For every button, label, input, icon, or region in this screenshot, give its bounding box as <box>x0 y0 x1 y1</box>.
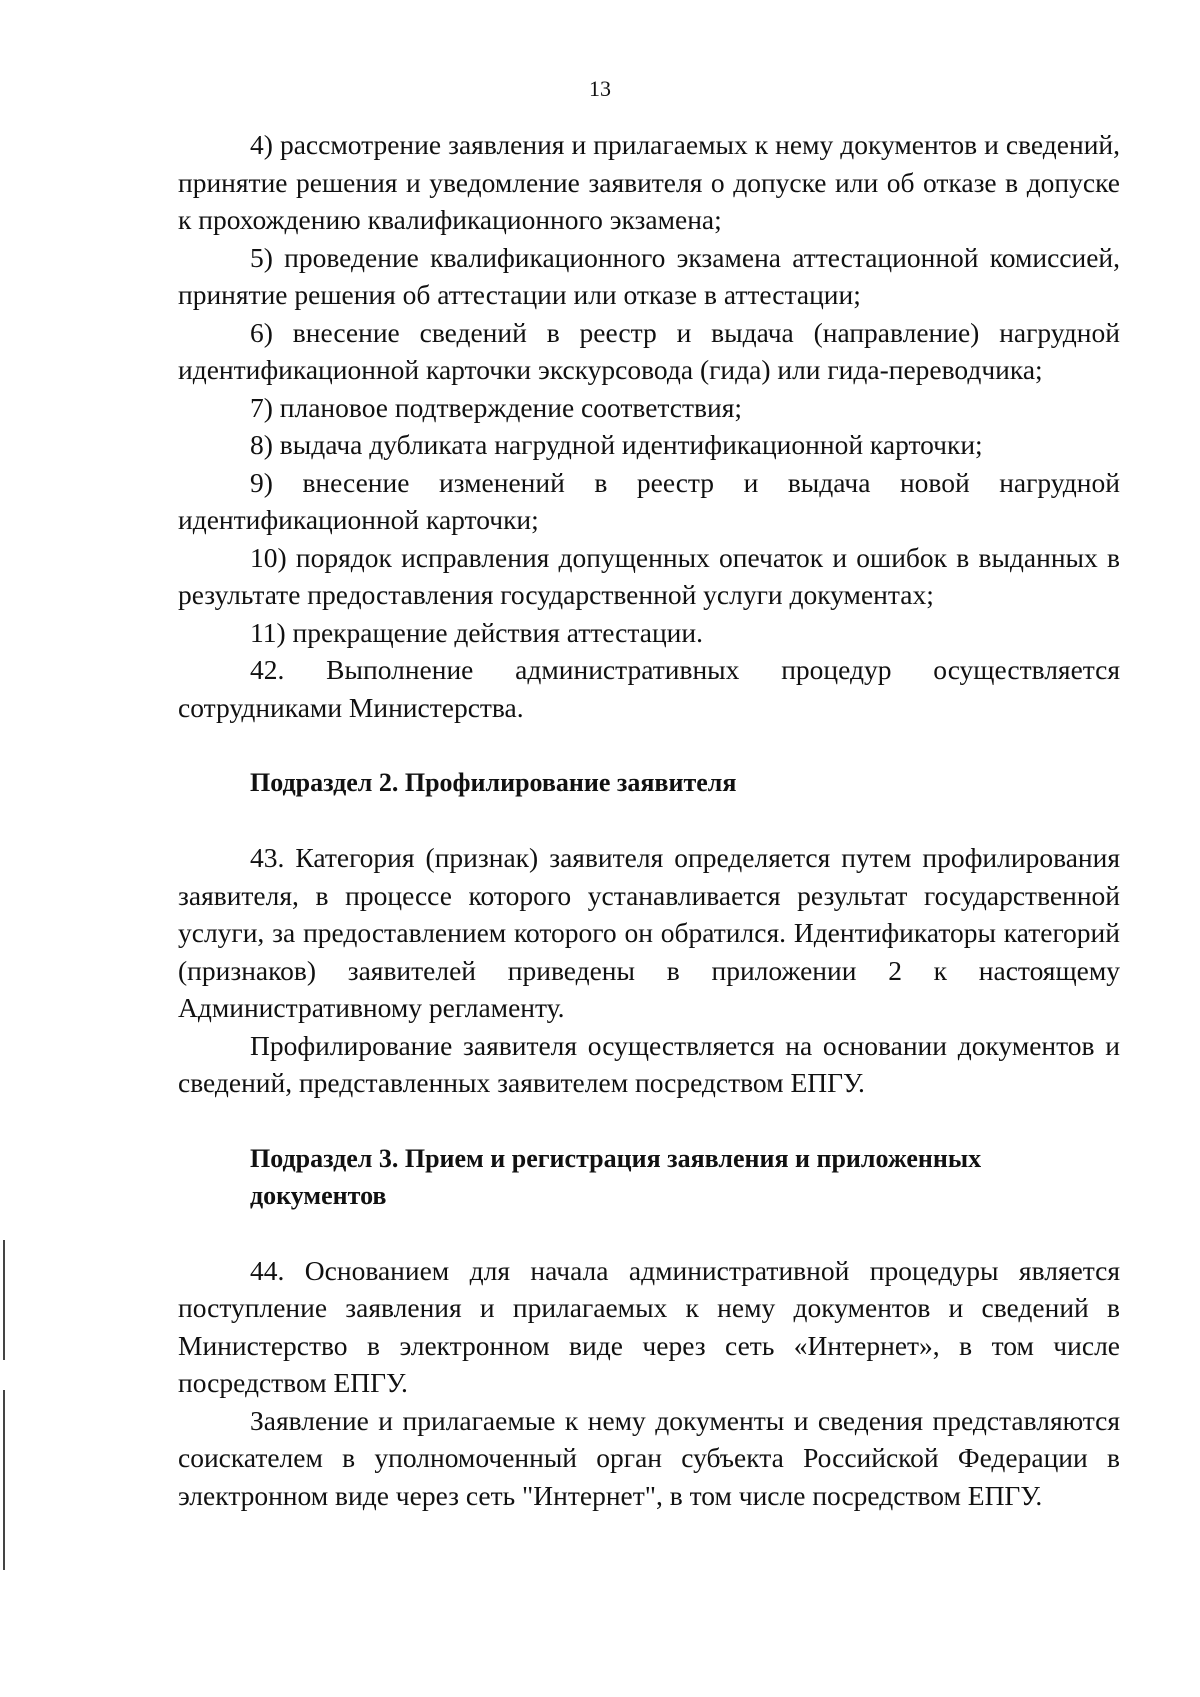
subsection-2-heading: Подраздел 2. Профилирование заявителя <box>250 768 737 797</box>
list-item: 11) прекращение действия аттестации. <box>250 616 703 648</box>
subsection-3-heading-line2: документов <box>250 1180 387 1210</box>
document-body <box>178 126 1120 1514</box>
page-number: 13 <box>589 76 611 101</box>
paragraph-44: 44. Основанием для начала административной процедуры является поступление заявления и прилагаемых к нему документов и сведений в Министерство в электронном виде через сеть «Интернет», в том числе посредством ЕПГУ. <box>178 1254 1120 1398</box>
paragraph: Профилирование заявителя осуществляется на основании документов и сведений, представленных заявителем посредством ЕПГУ. <box>178 1029 1120 1098</box>
paragraph-43: 43. Категория (признак) заявителя определяется путем профилирования заявителя, в процессе которого устанавливается результат государственной услуги, за предоставлением которого он обратился. Идентификаторы категорий (признаков) заявителей приведены в приложении 2 к настоящему Административному регламенту. <box>178 842 1120 1023</box>
list-item: 4) рассмотрение заявления и прилагаемых к нему документов и сведений, принятие решения и уведомление заявителя о допуске или об отказе в допуске к прохождению квалификационного экзамена; <box>178 129 1120 235</box>
list-item: 5) проведение квалификационного экзамена аттестационной комиссией, принятие решения об аттестации или отказе в аттестации; <box>178 241 1120 310</box>
subsection-3-heading-line1: Подраздел 3. Прием и регистрация заявления и приложенных <box>250 1143 982 1173</box>
list-item: 8) выдача дубликата нагрудной идентификационной карточки; <box>250 429 983 460</box>
scan-edge-mark <box>3 1390 5 1570</box>
list-item: 10) порядок исправления допущенных опечаток и ошибок в выданных в результате предоставления государственной услуги документах; <box>178 541 1120 610</box>
scan-edge-mark <box>3 1240 5 1360</box>
paragraph-42: 42. Выполнение административных процедур осуществляется сотрудниками Министерства. <box>178 654 1120 723</box>
paragraph: Заявление и прилагаемые к нему документы и сведения представляются соискателем в уполномоченный орган субъекта Российской Федерации в электронном виде через сеть "Интернет", в том числе посредством ЕПГУ. <box>178 1404 1120 1511</box>
list-item: 9) внесение изменений в реестр и выдача новой нагрудной идентификационной карточки; <box>178 466 1120 535</box>
list-item: 7) плановое подтверждение соответствия; <box>250 391 742 423</box>
list-item: 6) внесение сведений в реестр и выдача (направление) нагрудной идентификационной карточки экскурсовода (гида) или гида-переводчика; <box>178 316 1120 385</box>
